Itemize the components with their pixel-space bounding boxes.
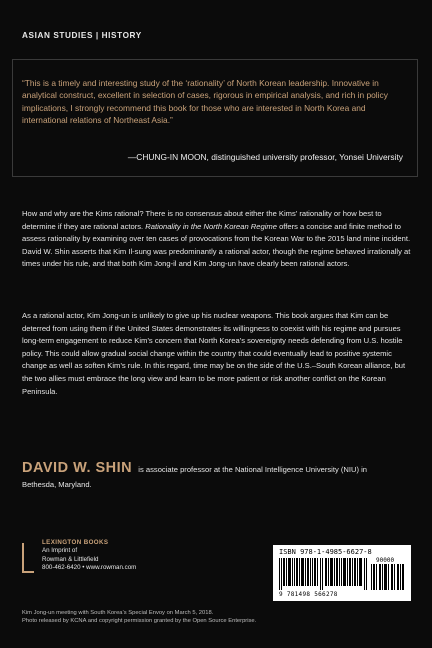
publisher-imprint: An Imprint of — [42, 547, 78, 555]
photo-credit — [22, 609, 417, 625]
isbn-text: ISBN 978-1-4985-6627-8 — [279, 548, 372, 556]
barcode-digits: 9 781498 566278 — [279, 591, 338, 598]
description-text: offers a concise and finite method to assess rationality by examining over ten cases of provocations from the Korean War to the 2015 land mine incident. David W. Shin asserts that Kim Il-sung was predominantly a rational actor, though the regime behaved irrationally at times under his rule, and that both Kim Jong-il and Kim Jong-un have clearly been rational actors. — [22, 221, 411, 269]
barcode-bars — [279, 558, 369, 590]
publisher-parent: Rowman & Littlefield — [42, 555, 99, 563]
book-title: Rationality in the North Korean Regime — [145, 221, 277, 231]
publisher-name: LEXINGTON BOOKS — [42, 539, 109, 546]
barcode-addon-code: 90000 — [376, 557, 395, 564]
category-label: ASIAN STUDIES | HISTORY — [22, 31, 142, 40]
publisher-contact: 800-462-6420 • www.rowman.com — [42, 564, 137, 572]
author-name: DAVID W. SHIN — [22, 460, 133, 476]
quote-attribution: —CHUNG-IN MOON, distinguished university professor, Yonsei University — [127, 152, 403, 162]
author-bio-location: Bethesda, Maryland. — [22, 479, 92, 489]
publisher-block — [22, 539, 222, 601]
author-bio — [22, 462, 412, 491]
barcode — [273, 545, 411, 601]
author-bio-text: is associate professor at the National Intelligence University (NIU) in — [138, 465, 368, 474]
description-paragraph-2: As a rational actor, Kim Jong-un is unlikely to give up his nuclear weapons. This book argues that Kim can be deterred from using them if the United States demonstrates its willingness to coexist with his regime and pursues long-term engagement to reduce Kim’s concern that North Korea’s sovereignty needs defending from U.S. hostile policy. This could allow gradual social change within the country that could eventually lead to positive systemic change as well as soften Kim’s rule. In this regard, time may be on the side of the U.S.–South Korean alliance, but the two allies must embrace the long view and learn to be more patient or risk another conflict on the Korean Peninsula. — [22, 311, 406, 396]
publisher-text — [42, 539, 136, 573]
photo-credit-line-2: Photo released by KCNA and copyright permission granted by the Open Source Enterprise. — [22, 618, 257, 625]
publisher-logo-icon — [22, 543, 36, 573]
description-text: How and why are the Kims rational? There is no consensus about either the Kims’ rationality or how best to determine if they are rational actors. — [22, 209, 382, 231]
barcode-addon-bars — [371, 564, 405, 590]
photo-credit-line-1: Kim Jong-un meeting with South Korea’s Special Envoy on March 5, 2018. — [22, 610, 214, 616]
endorsement-quote: “This is a timely and interesting study of the ‘rationality’ of North Korean leadership. Innovative in analytical construct, excellent in selection of cases, rigorous in empirical analysis, and rich in policy implications, I strongly recommend this book for those who are interested in North Korea and international relations of Northeast Asia.” — [22, 78, 388, 125]
description-paragraph-1 — [22, 208, 412, 271]
